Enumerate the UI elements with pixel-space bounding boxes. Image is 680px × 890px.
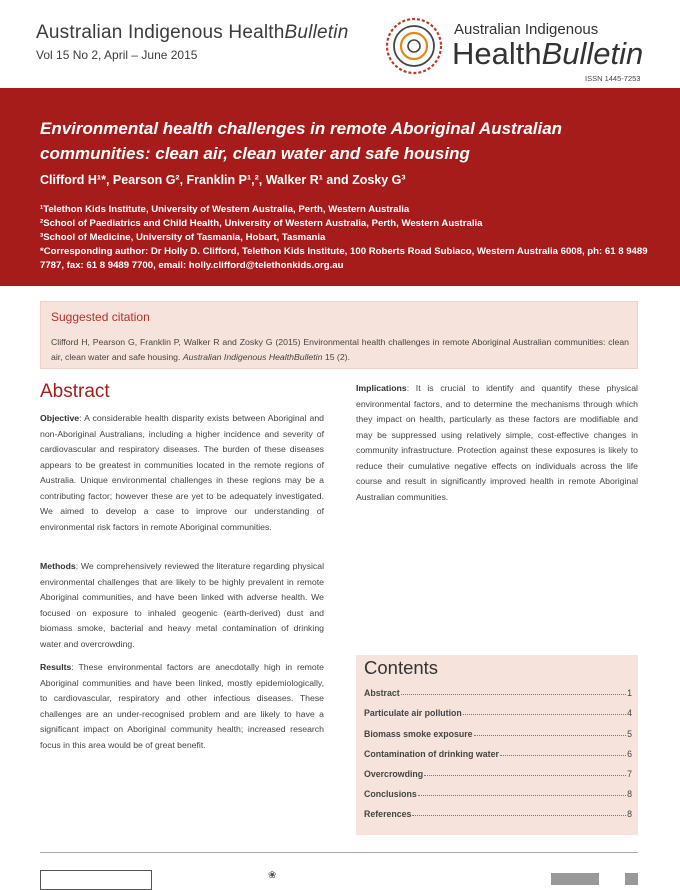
masthead bbox=[0, 0, 680, 88]
toc-item[interactable]: Contamination of drinking water 6 bbox=[364, 749, 632, 759]
contents-box bbox=[356, 655, 638, 835]
abstract-implications: Implications: It is crucial to identify and quantify these physical environmental factors, and to determine the mechanisms through which they impact on health, particularly as these factors are modifiable and may be suppressed using relatively simple, cost-effective changes in community infrastructure. Protection against these exposures is likely to reduce their cumulative negative effects on individuals across the life course and result in significantly improved health in remote Aboriginal Australian communities. bbox=[356, 383, 638, 502]
affiliation: ¹Telethon Kids Institute, University of Western Australia, Perth, Western Australia bbox=[40, 204, 410, 215]
toc-item[interactable]: Conclusions 8 bbox=[364, 789, 632, 799]
logo-text-top: Australian Indigenous bbox=[454, 21, 599, 38]
journal-logo-icon bbox=[384, 16, 444, 76]
citation-text: Clifford H, Pearson G, Franklin P, Walker R and Zosky G (2015) Environmental health challenges in remote Aboriginal Australian communities: clean air, clean water and safe housing. Australian Indigenous HealthBulletin 15 (2). bbox=[51, 337, 629, 362]
footer-partner-logo-mark bbox=[625, 873, 638, 885]
footer-partner-logo bbox=[551, 873, 599, 885]
abstract-heading: Abstract bbox=[40, 381, 110, 402]
issue-info: Vol 15 No 2, April – June 2015 bbox=[36, 48, 198, 62]
author-list: Clifford H¹*, Pearson G², Franklin P¹,², Walker R¹ and Zosky G³ bbox=[40, 173, 406, 187]
footer-logo-box bbox=[40, 870, 152, 890]
toc-item[interactable]: Biomass smoke exposure 5 bbox=[364, 729, 632, 739]
footer-divider bbox=[40, 852, 638, 853]
toc-item[interactable]: Abstract 1 bbox=[364, 688, 632, 698]
affiliation: ³School of Medicine, University of Tasmania, Hobart, Tasmania bbox=[40, 232, 326, 243]
abstract-objective: Objective: A considerable health disparity exists between Aboriginal and non-Aboriginal Australians, including a higher incidence and severity of cardiovascular and respiratory diseases. The burden of these diseases appears to be greatest in communities located in the remote regions of Australia. Unique environmental challenges in these regions may be a contributing factor; however these are yet to be adequately investigated. We aimed to develop a case to improve our understanding of environmental risk factors in remote Aboriginal communities. bbox=[40, 413, 324, 532]
contents-heading: Contents bbox=[364, 657, 439, 678]
toc-item[interactable]: Overcrowding 7 bbox=[364, 769, 632, 779]
abstract-results: Results: These environmental factors are anecdotally high in remote Aboriginal communities and have been linked, mostly epidemiologically, to cardiovascular, respiratory and other infectious diseases. These challenges are an under-recognised problem and are likely to have a significant impact on Aboriginal community health; increased research focus in this area would be of great benefit. bbox=[40, 662, 324, 750]
corresponding-author: *Corresponding author: Dr Holly D. Clifford, Telethon Kids Institute, 100 Roberts Road Subiaco, Western Australia 6008, ph: 61 8 9489 7787, fax: 61 8 9489 7700, email: holly.clifford@telethonkids.org.au bbox=[40, 246, 648, 271]
toc-item[interactable]: References 8 bbox=[364, 809, 632, 819]
issn: ISSN 1445-7253 bbox=[585, 74, 641, 83]
journal-title: Australian Indigenous HealthBulletin bbox=[36, 22, 349, 43]
citation-heading: Suggested citation bbox=[51, 310, 150, 324]
affiliation: ²School of Paediatrics and Child Health, University of Western Australia, Perth, Western Australia bbox=[40, 218, 483, 229]
suggested-citation-box bbox=[40, 301, 638, 369]
logo-text-main: HealthBulletin bbox=[452, 36, 644, 71]
affiliations bbox=[40, 203, 650, 273]
paper-title: Environmental health challenges in remote Aboriginal Australian communities: clean air, clean water and safe housing bbox=[40, 119, 563, 163]
footer-emblem-icon: ❀ bbox=[268, 870, 277, 881]
abstract-methods: Methods: We comprehensively reviewed the literature regarding physical environmental challenges that are likely to be highly prevalent in remote Aboriginal communities, and have been linked with adverse health. We focused on exposure to inhaled geogenic (earth-derived) dust and biomass smoke, bacterial and heavy metal contamination of drinking water and overcrowding. bbox=[40, 561, 324, 649]
toc-item[interactable]: Particulate air pollution 4 bbox=[364, 708, 632, 718]
